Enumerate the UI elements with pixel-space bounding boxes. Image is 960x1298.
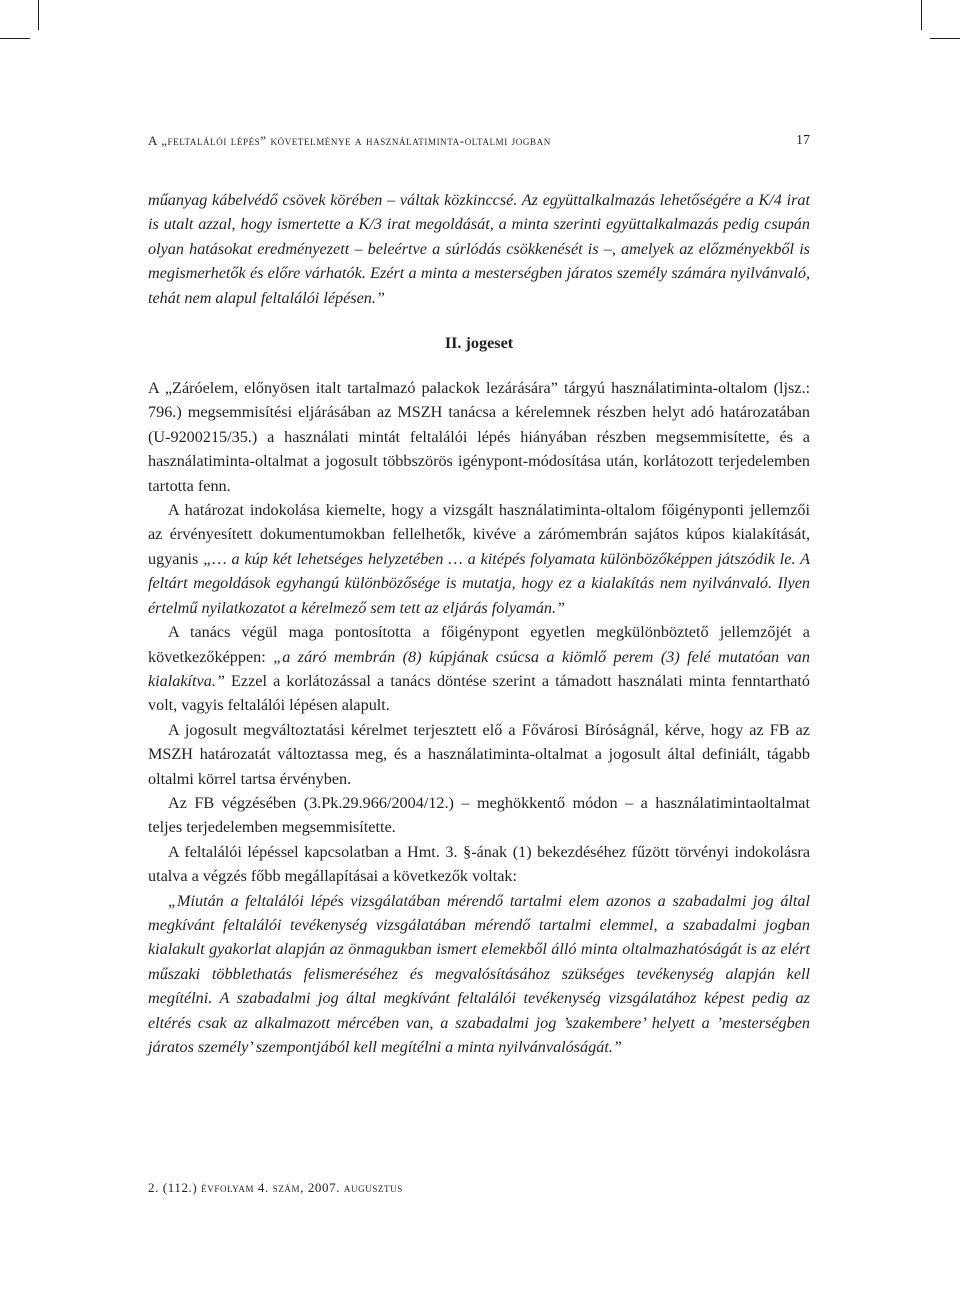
block-quotation: „Miután a feltalálói lépés vizsgálatában mérendő tartalmi elem azonos a szabadalmi jog által megkívánt feltalálói tevékenység vizsgálatában mérendő tartalmi elemmel, a szabadalmi jogban kialakult gyakorlat alapján az önmagukban ismert elemekből álló minta oltalmazhatóságát is az elért műszaki többlethatás felismeréséhez és megvalósításához szükséges tevékenység alapján kell megítélni. A szabadalmi jog által megkívánt feltalálói tevékenység vizsgálatához képest pedig az eltérés csak az alkalmazott mércében van, a szabadalmi jog ’szakembere’ helyett a ’mesterségben járatos személy’ szempontjából kell megítélni a minta nyilvánvalóságát.” xyxy=(148,891,810,1056)
crop-mark xyxy=(921,0,922,30)
crop-mark xyxy=(930,38,960,39)
section-heading: II. jogeset xyxy=(444,334,514,353)
footer-issue: 2. (112.) évfolyam 4. szám, 2007. augusztus xyxy=(148,1180,403,1195)
paragraph xyxy=(148,620,810,718)
page-body xyxy=(148,188,810,1059)
paragraph xyxy=(148,498,810,620)
quotation: „… a kúp két lehetséges helyzetében … a kitépés folyamata különbözőképpen játszódik le. A feltárt megoldások egyhangú különbözősége is mutatja, hogy ez a kialakítás nem nyilvánvaló. Ilyen értelmű nyilatkozatot a kérelmező sem tett az eljárás folyamán.” xyxy=(148,549,810,617)
paragraph: Az FB végzésében (3.Pk.29.966/2004/12.) – meghökkentő módon – a használatimintaoltalmat teljes terjedelemben megsemmisítette. xyxy=(148,793,810,837)
paragraph-text: A tanács végül maga pontosította a főigénypont egyetlen megkülönböztető jellemzőjét a következőképpen: xyxy=(148,623,810,666)
paragraph: A jogosult megváltoztatási kérelmet terjesztett elő a Fővárosi Bíróságnál, kérve, hogy az FB az MSZH határozatát változtassa meg, és a használatiminta-oltalmat a jogosult által definiált, tágabb oltalmi körrel tartsa érvényben. xyxy=(148,720,810,788)
running-header xyxy=(148,133,810,149)
paragraph: A „Záróelem, előnyösen italt tartalmazó palackok lezárására” tárgyú használatiminta-oltalom (ljsz.: 796.) megsemmisítési eljárásában az MSZH tanácsa a kérelemnek részben helyt adó határozatában (U-9200215/35.) a használati mintát feltalálói lépés hiányában részben megsemmisítette, és a használatiminta-oltalmat a jogosult többszörös igénypont-módosítása után, korlátozott terjedelemben tartotta fenn. xyxy=(148,379,810,495)
paragraph-text: Ezzel a korlátozással a tanács döntése szerint a támadott használati minta fenntartható volt, vagyis feltalálói lépésen alapult. xyxy=(148,671,810,715)
running-title: A „feltalálói lépés” követelménye a használatiminta-oltalmi jogban xyxy=(148,133,551,148)
paragraph: A feltalálói lépéssel kapcsolatban a Hmt. 3. §-ának (1) bekezdéséhez fűzött törvényi indokolásra utalva a végzés főbb megállapításai a következők voltak: xyxy=(148,842,810,886)
crop-mark xyxy=(38,0,39,30)
crop-mark xyxy=(0,38,30,39)
paragraph-text: A határozat indokolása kiemelte, hogy a vizsgált használatiminta-oltalom főigényponti jellemzői az érvényesített dokumentumokban fellelhetők, kivéve a zárómembrán sajátos kúpos kialakítását, ugyanis xyxy=(148,501,810,568)
quotation: „a záró membrán (8) kúpjának csúcsa a kiömlő perem (3) felé mutatóan van kialakítva.” xyxy=(148,647,810,690)
paragraph: műanyag kábelvédő csövek körében – váltak közkinccsé. Az együttalkalmazás lehetőségére a K/4 irat is utalt azzal, hogy ismertette a K/3 irat megoldását, a minta szerinti együttalkalmazás pedig csupán olyan hatásokat eredményezett – beleértve a súrlódás csökkenését is –, amelyek az előzményekből is megismerhetők és előre várhatók. Ezért a minta a mesterségben járatos személy számára nyilvánvaló, tehát nem alapul feltalálói lépésen.” xyxy=(148,191,810,307)
page-number: 17 xyxy=(796,133,810,148)
